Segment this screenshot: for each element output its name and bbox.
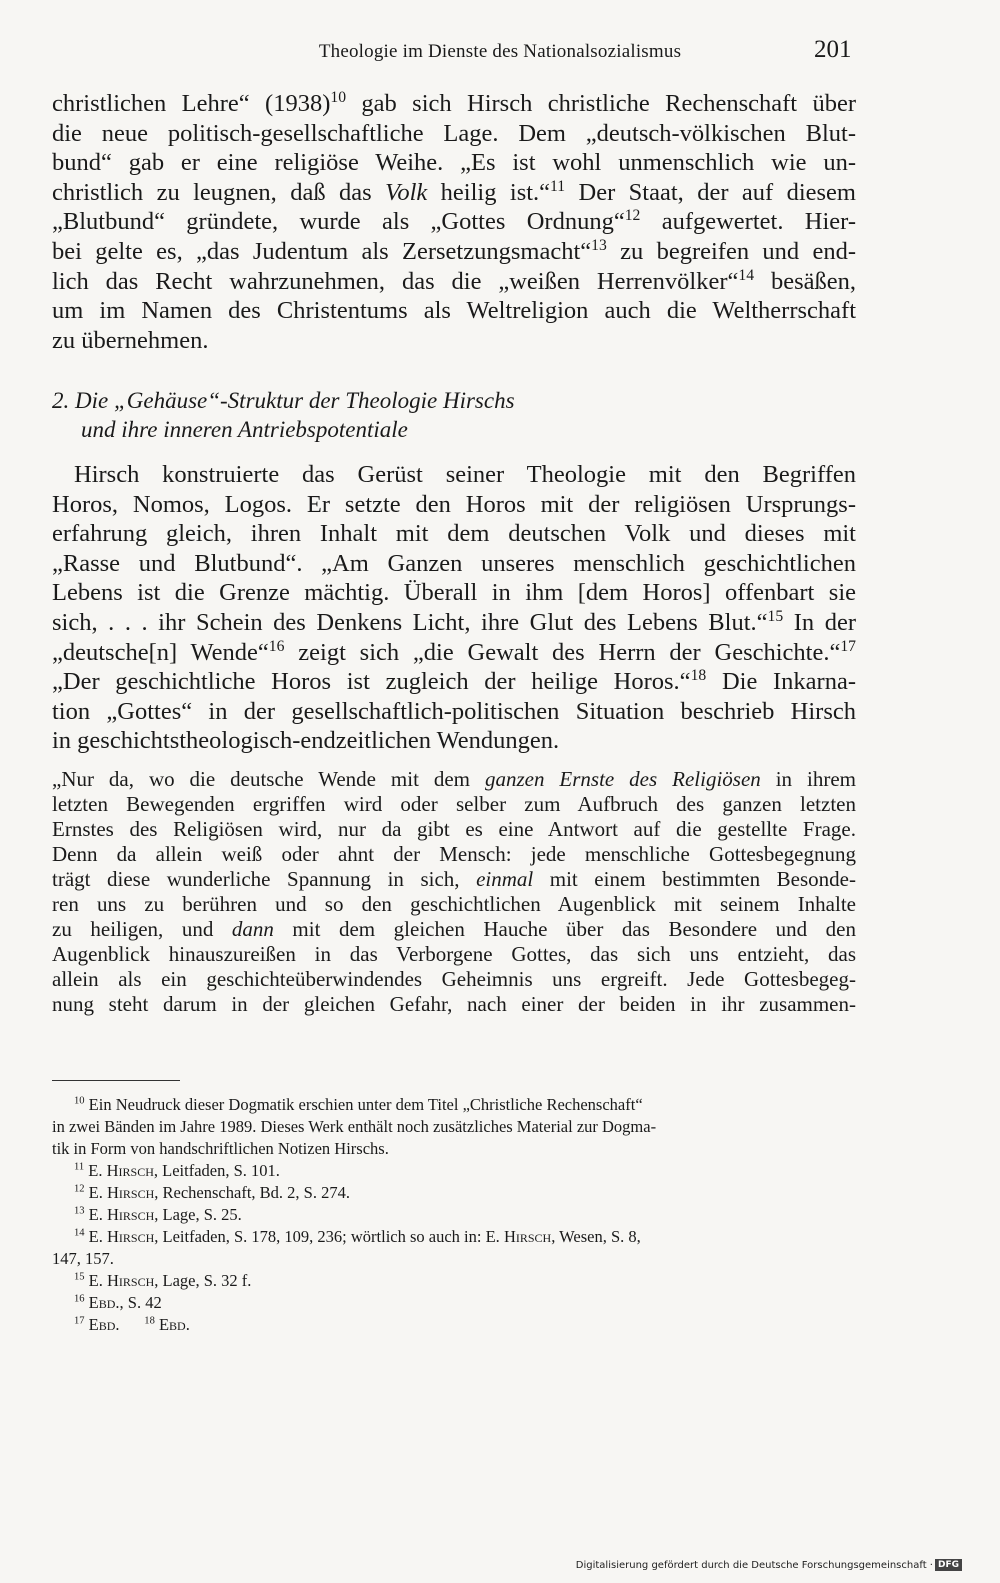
footnote-ref: 14 <box>738 266 755 284</box>
dfg-logo: DFG <box>935 1559 962 1571</box>
text-line: christlichen Lehre“ $(1938)^{10}$ gab sich Hirsch christliche Rechenschaft über <box>52 88 857 117</box>
footnote-ref: 11 <box>550 177 566 195</box>
text-line: „Rasse und Blutbund“. „Am Ganzen unseres menschlich geschichtlichen <box>52 549 856 577</box>
text-line: lich das Recht wahrzunehmen, das die „weißen Herrenvölker“$^{14}$ besäßen, <box>52 266 856 295</box>
footnote-line: $^{14}$ E. Hirsch, Leitfaden, S. 178, 109, 236; wörtlich so auch in: E. Hirsch, Wesen, S. 8, <box>74 1227 641 1246</box>
paragraph-1 <box>52 89 856 355</box>
emphasis: Volk <box>385 178 428 206</box>
footnote-line: $^{13}$ E. Hirsch, Lage, S. 25. <box>74 1205 242 1224</box>
footnote-number: 18 <box>144 1315 155 1327</box>
footnote-line: in zwei Bänden im Jahre 1989. Dieses Werk enthält noch zusätzliches Material zur Dogma- <box>52 1117 657 1136</box>
emphasis: dann <box>231 917 274 941</box>
footnote-number: 12 <box>74 1183 85 1195</box>
page-number: 201 <box>814 36 852 63</box>
footnote-number: 14 <box>74 1227 85 1239</box>
footnote-line: $^{17}$ Ebd. $^{18}$ Ebd. <box>74 1315 190 1334</box>
quote-line: letzten Bewegenden ergriffen wird oder selber zum Aufbruch des ganzen letzten <box>52 792 856 816</box>
quote-line: nung steht darum in der gleichen Gefahr, nach einer der beiden in ihr zusammen- <box>52 992 856 1016</box>
footnote-number: 16 <box>74 1293 85 1305</box>
text-line: bei gelte es, „das Judentum als Zersetzungsmacht“$^{13}$ zu begreifen und end- <box>52 236 856 265</box>
text-line: Hirsch konstruierte das Gerüst seiner Theologie mit den Begriffen <box>74 461 856 488</box>
text-line: erfahrung gleich, ihren Inhalt mit dem deutschen Volk und dieses mit <box>52 520 856 548</box>
digitization-note: Digitalisierung gefördert durch die Deutsche Forschungsgemeinschaft · <box>575 1559 933 1571</box>
text-line: christlich zu leugnen, daß das Volk heilig ist.“$^{11}$ Der Staat, der auf diesem <box>52 177 856 206</box>
paragraph-2 <box>52 460 856 756</box>
text-line: in geschichtstheologisch-endzeitlichen Wendungen. <box>52 727 560 755</box>
text-line: um im Namen des Christentums als Weltreligion auch die Weltherrschaft <box>52 297 856 325</box>
footnote-line: $^{10}$ Ein Neudruck dieser Dogmatik erschien unter dem Titel „Christliche Rechenschaft“ <box>74 1095 643 1114</box>
digitization-credit <box>576 1559 962 1571</box>
footnote-number: 17 <box>74 1315 85 1327</box>
text-line: „Blutbund“ gründete, wurde als „Gottes Ordnung“$^{12}$ aufgewertet. Hier- <box>52 207 856 236</box>
quote-line: allein als ein geschichteüberwindendes Geheimnis uns ergreift. Jede Gottesbegeg- <box>52 967 856 991</box>
section-heading <box>52 386 856 444</box>
footnote-number: 11 <box>74 1161 85 1173</box>
footnote-number: 13 <box>74 1205 85 1217</box>
text-line: sich, . . . ihr Schein des Denkens Licht, ihre Glut des Lebens Blut.“$^{15}$ In der <box>52 607 856 636</box>
footnote-line: $^{15}$ E. Hirsch, Lage, S. 32 f. <box>74 1271 252 1290</box>
quote-line: Denn da allein weiß oder ahnt der Mensch: jede menschliche Gottesbegegnung <box>52 842 856 866</box>
quote-line: ren uns zu berühren und so den geschichtlichen Augenblick mit seinem Inhalte <box>52 892 856 916</box>
footnote-ref: 18 <box>690 667 707 684</box>
footnote-line: $^{16}$ Ebd., S. 42 <box>74 1293 162 1312</box>
quote-line: „Nur da, wo die deutsche Wende mit dem ganzen Ernste des Religiösen in ihrem <box>52 767 856 791</box>
text-line: die neue politisch-gesellschaftliche Lage. Dem „deutsch-völkischen Blut- <box>52 119 856 147</box>
text-line: „deutsche[n] Wende“$^{16}$ zeigt sich „die Gewalt des Herrn der Geschichte.“$^{17}$ <box>52 637 857 666</box>
footnote-ref: 13 <box>591 236 607 254</box>
footnote-number: 10 <box>74 1095 85 1107</box>
footnote-ref: 12 <box>624 207 641 225</box>
text-line: „Der geschichtliche Horos ist zugleich der heilige Horos.“$^{18}$ Die Inkarna- <box>52 667 856 696</box>
text-line: Lebens ist die Grenze mächtig. Überall in ihm [dem Horos] offenbart sie <box>52 579 856 607</box>
footnote-line: $^{11}$ E. Hirsch, Leitfaden, S. 101. <box>74 1161 280 1180</box>
footnote-ref: 15 <box>767 607 784 625</box>
footnote-separator <box>52 1080 180 1081</box>
text-line: tion „Gottes“ in der gesellschaftlich-politischen Situation beschrieb Hirsch <box>52 697 856 725</box>
block-quote <box>52 767 856 1017</box>
running-title: Theologie im Dienste des Nationalsozialismus <box>318 41 682 62</box>
text-line: bund“ gab er eine religiöse Weihe. „Es ist wohl unmenschlich wie un- <box>52 149 856 177</box>
emphasis: einmal <box>476 867 534 891</box>
footnote-ref: 10 <box>330 88 347 106</box>
footnotes <box>52 1094 856 1336</box>
quote-line: trägt diese wunderliche Spannung in sich, einmal mit einem bestimmten Besonde- <box>52 867 856 891</box>
emphasis: ganzen Ernste des Religiösen <box>484 767 761 791</box>
footnote-line: tik in Form von handschriftlichen Notizen Hirschs. <box>52 1139 389 1158</box>
heading-line: und ihre inneren Antriebspotentiale <box>81 417 408 442</box>
footnote-number: 15 <box>74 1271 85 1283</box>
quote-line: zu heiligen, und dann mit dem gleichen Hauche über das Besondere und den <box>52 917 857 941</box>
footnote-line: $^{12}$ E. Hirsch, Rechenschaft, Bd. 2, S. 274. <box>74 1183 350 1202</box>
text-line: Horos, Nomos, Logos. Er setzte den Horos mit der religiösen Ursprungs- <box>52 490 856 518</box>
footnote-line: 147, 157. <box>52 1249 114 1268</box>
quote-line: Ernstes des Religiösen wird, nur da gibt es eine Antwort auf die gestellte Frage. <box>52 817 856 841</box>
text-line: zu übernehmen. <box>52 326 209 354</box>
quote-line: Augenblick hinauszureißen in das Verborgene Gottes, das sich uns entzieht, das <box>52 942 856 966</box>
heading-line: 2. Die „Gehäuse“-Struktur der Theologie Hirschs <box>52 388 515 413</box>
footnote-ref: 16 <box>268 637 285 655</box>
footnote-ref: 17 <box>840 637 857 655</box>
